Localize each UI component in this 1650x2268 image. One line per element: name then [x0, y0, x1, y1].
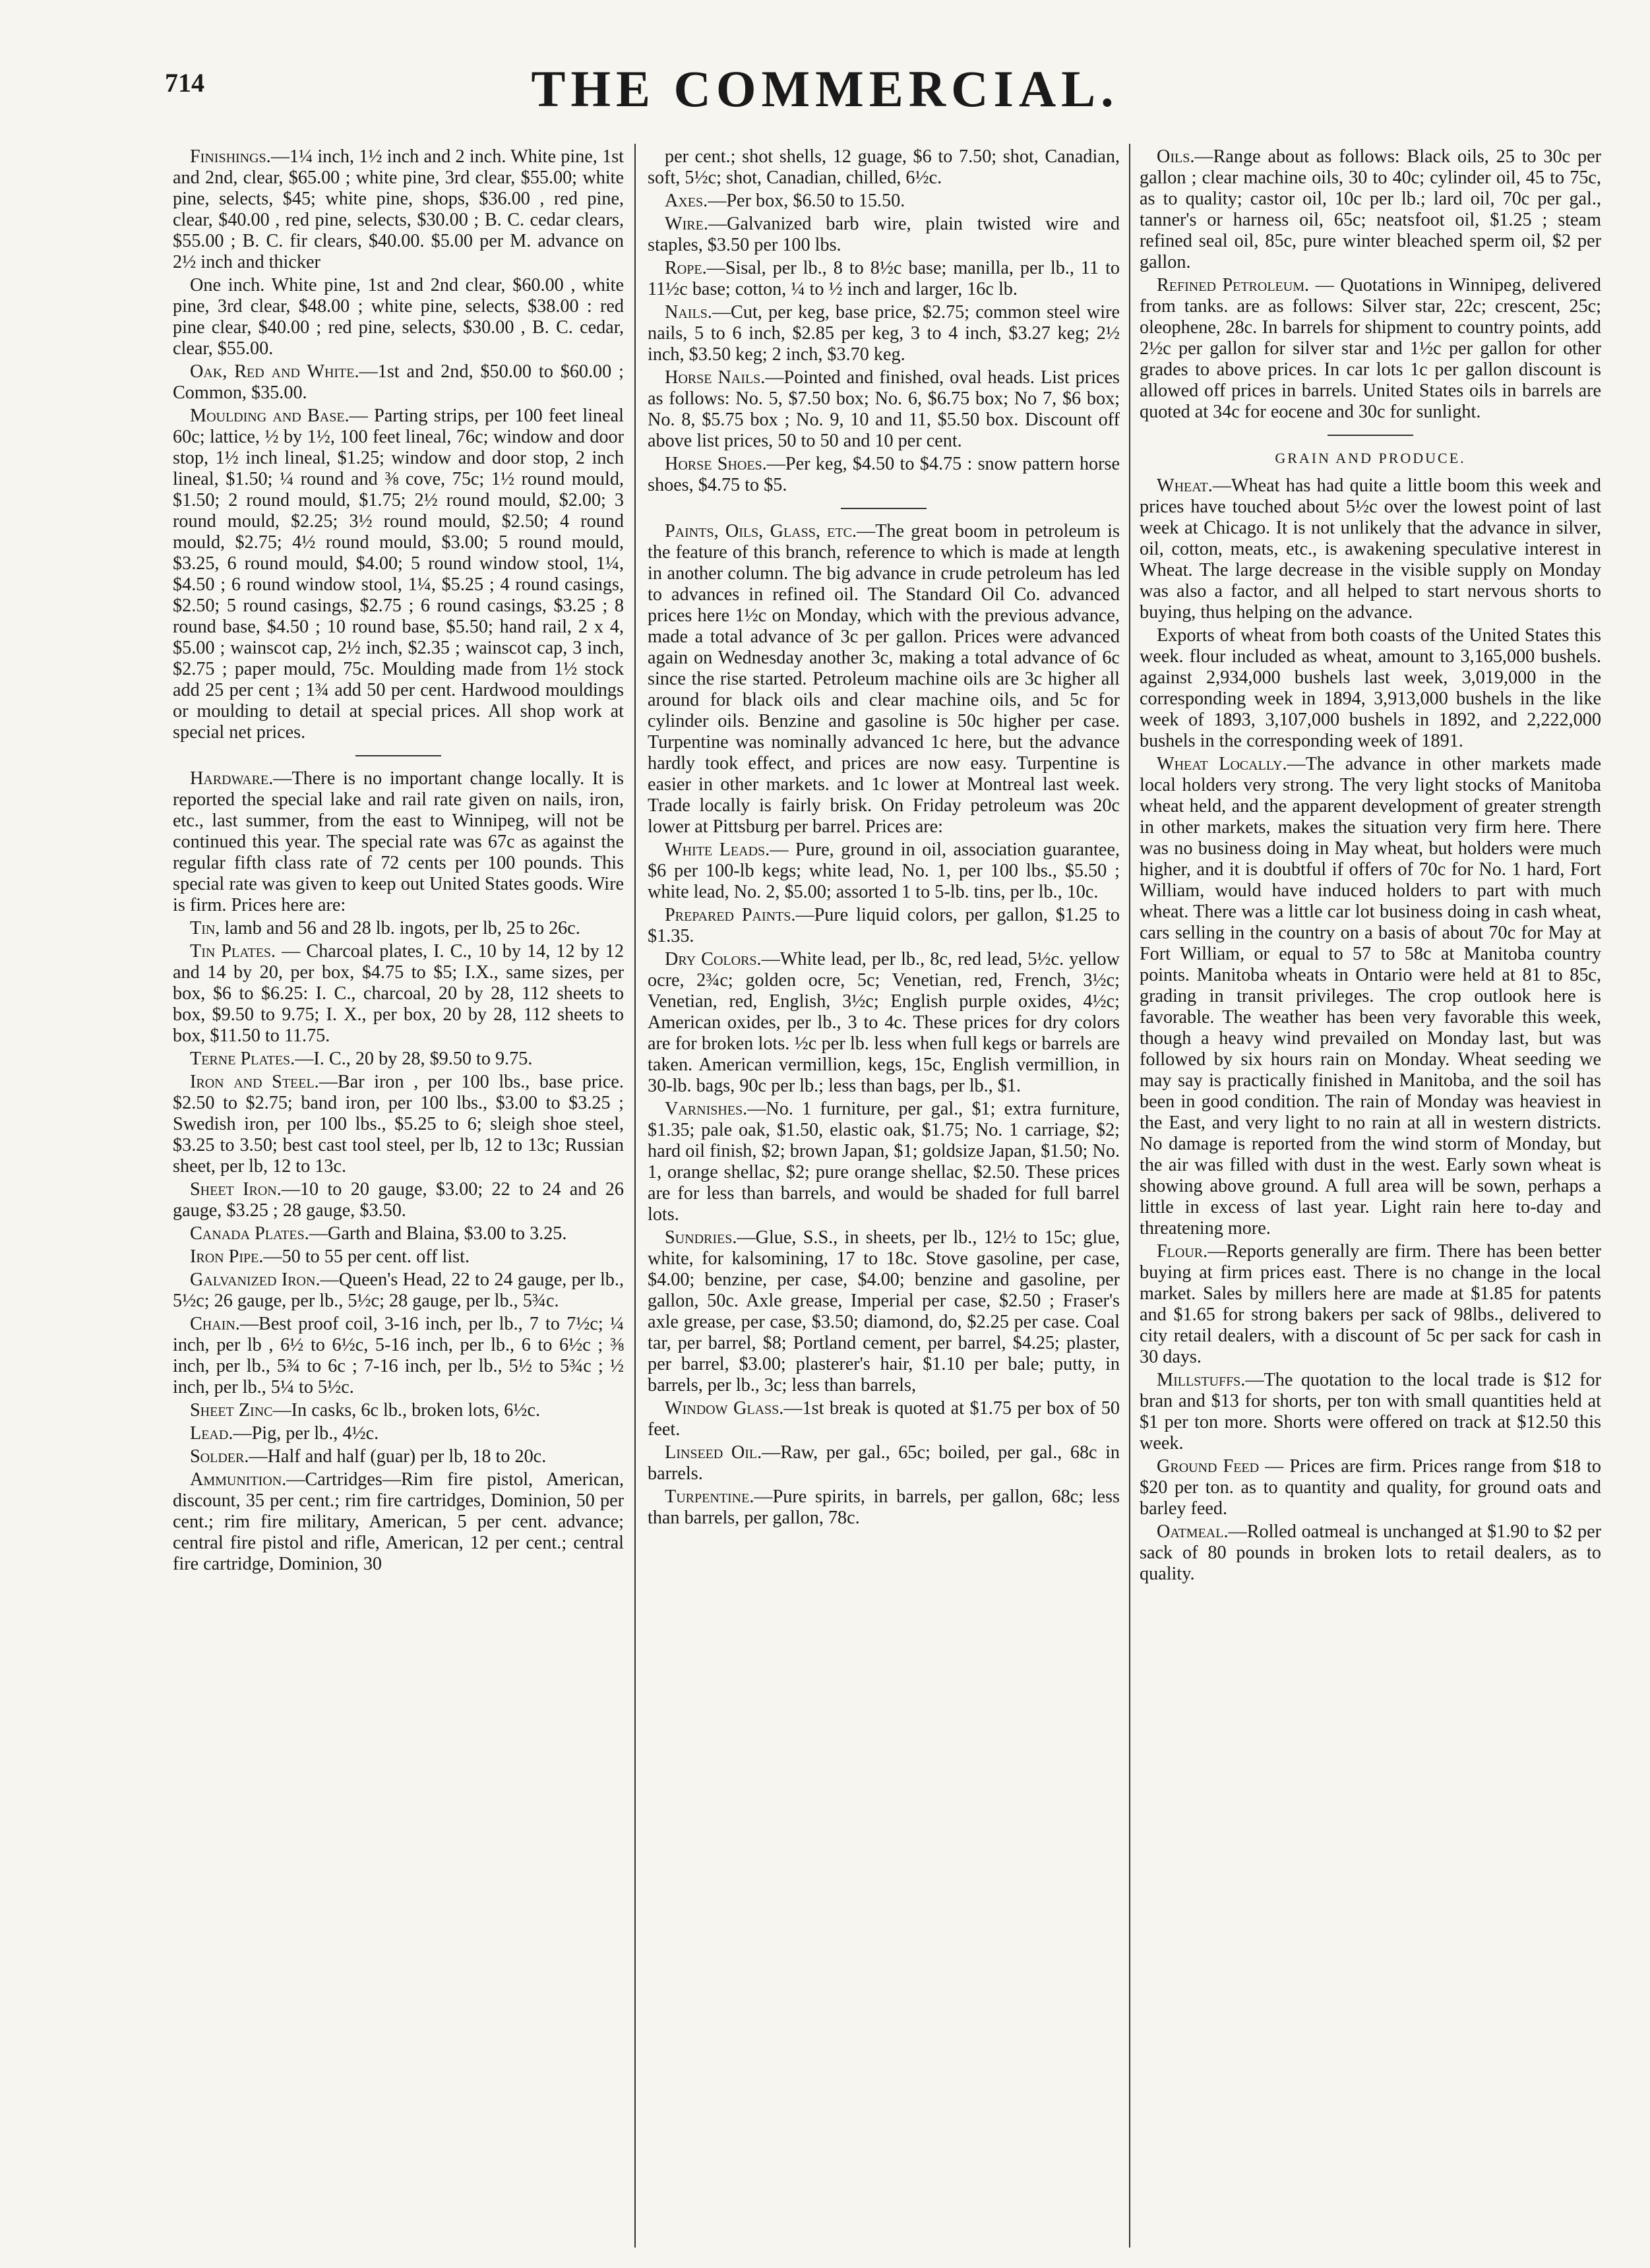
paragraph-text: Exports of wheat from both coasts of the United States this week. flour included as wheat, amount to 3,165,000 bushels. against 2,934,000 bushels last week, 3,019,000 in the corresponding week in 1894, 3,913,000 bushels in the like week of 1893, 3,107,000 bushels in 1892, and 2,222,000 bushels in the corresponding week of 1891.: [1140, 625, 1601, 751]
article-paragraph: [648, 367, 1120, 452]
section-heading: [1140, 448, 1601, 469]
column-rule: [634, 144, 636, 2248]
article-paragraph: [173, 1049, 624, 1070]
paragraph-text: —The advance in other markets made local holders very strong. The very light stocks of Manitoba wheat held, and the apparent development of greater strength in other markets, makes the situation very firm here. There was no business doing in May wheat, but holders were much higher, and it is doubtful if offers of 70c for No. 1 hard, Fort William, would have induced holders to part with much wheat. There was a little car lot business doing in cash wheat, cars selling in the country on a basis of about 70c for May at Fort William, or equal to 57 to 58c at Manitoba country points. Manitoba wheats in Ontario were held at 81 to 85c, grading in transit privileges. The crop outlook here is favorable. The weather has been very favorable this week, though a heavy wind prevailed on Monday last, but was followed by six hours rain on Monday. Wheat seeding we may say is practically finished in Manitoba, and the soil has been in good condition. The rain of Monday was heaviest in the East, and very light to no rain at all in western districts. No damage is reported from the wind storm of Monday, but the air was filled with dust in the west. Early sown wheat is showing above ground. A full area will be sown, perhaps a little in excess of last year. Light rain here to-day and threatening more.: [1140, 754, 1601, 1239]
paragraph-heading: Canada Plates.: [190, 1223, 309, 1244]
paragraph-text: — Prices are firm. Prices range from $18 to $20 per ton. as to quantity and quality, for ground oats and barley feed.: [1140, 1456, 1601, 1519]
paragraph-heading: Iron Pipe.: [190, 1246, 264, 1267]
section-divider: [355, 755, 441, 756]
paragraph-text: —1¼ inch, 1½ inch and 2 inch. White pine, 1st and 2nd, clear, $65.00 ; white pine, 3rd clear, $55.00; white pine, selects, $45; white pine, shops, $36.00 , red pine, clear, $40.00 , red pine, selects, $30.00 ; B. C. cedar clears, $55.00 ; B. C. fir clears, $40.00. $5.00 per M. advance on 2½ inch and thicker: [173, 146, 624, 272]
paragraph-text: —Sisal, per lb., 8 to 8½c base; manilla, per lb., 11 to 11½c base; cotton, ¼ to ½ inch and larger, 16c lb.: [648, 258, 1120, 299]
paragraph-heading: Sheet Zinc: [190, 1400, 273, 1421]
paragraph-heading: Oils.: [1157, 146, 1195, 167]
paragraph-text: —50 to 55 per cent. off list.: [263, 1246, 470, 1267]
paragraph-text: — Parting strips, per 100 feet lineal 60c; lattice, ½ by 1½, 100 feet lineal, 76c; window and door stop, 1½ inch lineal, $1.25; window and door stop, 2 inch lineal, $1.50; ¼ round and ⅜ cove, 75c; 1½ round mould, $1.50; 2 round mould, $1.75; 2½ round mould, $2.00; 3 round mould, $2.25; 3½ round mould, $2.50; 4 round mould, $2.75; 4½ round mould, $3.00; 5 round mould, $3.25, 6 round mould, $4.00; 5 round window stool, 1¼, $4.50 ; 6 round window stool, 1¼, $5.25 ; 4 round casings, $2.50; 5 round casings, $2.75 ; 6 round casings, $3.25 ; 8 round base, $4.50 ; 10 round base, $5.50; hand rail, 2 x 4, $5.00 ; wainscot cap, 2½ inch, $2.35 ; wainscot cap, 3 inch, $2.75 ; paper mould, 75c. Moulding made from 1½ stock add 25 per cent ; 1¾ add 50 per cent. Hardwood mouldings or moulding to detail at special prices. All shop work at special net prices.: [173, 406, 624, 743]
paragraph-heading: Oak, Red and White.: [190, 361, 359, 382]
paragraph-text: —Bar iron , per 100 lbs., base price. $2.50 to $2.75; band iron, per 100 lbs., $3.00 to $3.25 ; Swedish iron, per 100 lbs., $5.25 to 6; sleigh shoe steel, $3.25 to 3.50; best cast tool steel, per lb, 12 to 13c; Russian sheet, per lb, 12 to 13c.: [173, 1072, 624, 1177]
article-paragraph: [173, 1423, 624, 1444]
article-paragraph: [648, 949, 1120, 1097]
article-paragraph: [648, 1099, 1120, 1225]
paragraph-text: —Queen's Head, 22 to 24 gauge, per lb., 5½c; 26 gauge, per lb., 5½c; 28 gauge, per lb., 5¾c.: [173, 1270, 624, 1311]
paragraph-text: —White lead, per lb., 8c, red lead, 5½c. yellow ocre, 2¾c; golden ocre, 5c; Venetian, red, French, 3½c; Venetian, red, English, 3½c; English purple oxides, 4½c; American oxides, per lb., 3 to 4c. These prices for dry colors are for broken lots. ½c per lb. less when full kegs or barrels are taken. American vermillion, kegs, 15c, English vermillion, in 30-lb. bags, 90c per lb.; less than bags, per lb., $1.: [648, 949, 1120, 1096]
article-paragraph: [1140, 275, 1601, 423]
paragraph-heading: Varnishes.: [665, 1099, 748, 1119]
paragraph-heading: Sheet Iron.: [190, 1179, 282, 1200]
article-paragraph: [648, 258, 1120, 300]
paragraph-heading: Iron and Steel.: [190, 1072, 319, 1092]
paragraph-text: —Reports generally are firm. There has been better buying at firm prices east. There is no change in the local market. Sales by millers here are made at $1.85 for patents and $1.65 for strong bakers per sack of 98lbs., delivered to city retail dealers, with a discount of 5c per sack for cash in 30 days.: [1140, 1241, 1601, 1367]
paragraph-heading: Prepared Paints.: [665, 905, 796, 925]
paragraph-heading: Ammunition.: [190, 1469, 287, 1490]
paragraph-text: —The great boom in petroleum is the feature of this branch, reference to which is made at length in another column. The big advance in crude petroleum has led to advances in refined oil. The Standard Oil Co. advanced prices here 1½c on Monday, which with the previous advance, made a total advance of 3c per gallon. Prices were advanced again on Wednesday another 3c, making a total advance of 6c since the rise started. Petroleum machine oils are 3c higher all around for black oils and clear machine oils, and 5c for cylinder oils. Benzine and gasoline is 50c higher per case. Turpentine was nominally advanced 1c here, but the advance hardly took effect, and prices are now easy. Turpentine is easier in other markets. and 1c lower at Montreal last week. Trade locally is fairly brisk. On Friday petroleum was 20c lower at Pittsburg per barrel. Prices are:: [648, 521, 1120, 837]
section-divider: [1328, 435, 1413, 436]
paragraph-text: — Charcoal plates, I. C., 10 by 14, 12 by 12 and 14 by 20, per box, $4.75 to $5; I.X., same sizes, per box, $6 to $6.25: I. C., charcoal, 20 by 28, 112 sheets to box, $9.50 to 9.75; I. X., per box, 20 by 28, 112 sheets to box, $11.50 to 11.75.: [173, 941, 624, 1046]
article-paragraph: [648, 521, 1120, 838]
paragraph-text: —Pig, per lb., 4½c.: [233, 1423, 379, 1444]
paragraph-text: —Glue, S.S., in sheets, per lb., 12½ to 15c; glue, white, for kalsomining, 17 to 18c. Stove gasoline, per case, $4.00; benzine, per case, $4.00; benzine and gasoline, per gallon, 50c. Axle grease, Imperial per case, $2.50 ; Fraser's axle grease, per case, $3.50; diamond, do, $2.25 per case. Coal tar, per barrel, $8; Portland cement, per barrel, $4.25; plaster, per barrel, $3.00; plasterer's hair, $1.10 per bale; putty, in barrels, per lb., 3c; less than barrels,: [648, 1227, 1120, 1395]
article-paragraph: [1140, 754, 1601, 1239]
article-paragraph: [648, 905, 1120, 947]
paragraph-heading: Wire.: [665, 214, 708, 234]
paragraph-text: —Pure liquid colors, per gallon, $1.25 to $1.35.: [648, 905, 1120, 946]
column-right: [1140, 146, 1601, 2244]
paragraph-heading: White Leads.: [665, 840, 770, 860]
paragraph-text: lamb and 56 and 28 lb. ingots, per lb, 25 to 26c.: [220, 918, 580, 938]
paragraph-text: — Pure, ground in oil, association guarantee, $6 per 100-lb kegs; white lead, No. 1, per 100 lbs., $5.50 ; white lead, No. 2, $5.00; assorted 1 to 5-lb. tins, per lb., 10c.: [648, 840, 1120, 902]
article-paragraph: [173, 406, 624, 743]
article-paragraph: [648, 1442, 1120, 1485]
paragraph-heading: Sundries.: [665, 1227, 737, 1248]
article-paragraph: [1140, 1521, 1601, 1585]
article-paragraph: [173, 275, 624, 359]
article-paragraph: [648, 1486, 1120, 1529]
paragraph-heading: Window Glass.: [665, 1398, 784, 1419]
paragraph-text: —Pointed and finished, oval heads. List prices as follows: No. 5, $7.50 box; No. 6, $6.75 box; No 7, $6 box; No. 8, $5.75 box ; No. 9, 10 and 11, $5.50 box. Discount off above list prices, 50 to 50 and 10 per cent.: [648, 367, 1120, 451]
paragraph-text: —Per box, $6.50 to 15.50.: [708, 191, 905, 211]
article-paragraph: [173, 1446, 624, 1467]
paragraph-heading: Rope.: [665, 258, 707, 278]
column-rule: [1129, 144, 1130, 2248]
article-paragraph: [648, 302, 1120, 365]
paragraph-heading: Flour.: [1157, 1241, 1208, 1262]
paragraph-heading: Wheat.: [1157, 475, 1213, 496]
paragraph-heading: Axes.: [665, 191, 708, 211]
article-paragraph: [1140, 1241, 1601, 1368]
article-paragraph: [1140, 625, 1601, 752]
article-paragraph: [173, 146, 624, 273]
paragraph-heading: Horse Nails.: [665, 367, 766, 388]
paragraph-heading: Moulding and Base.: [190, 406, 350, 426]
paragraph-heading: Turpentine.: [665, 1486, 754, 1507]
article-paragraph: [1140, 146, 1601, 273]
article-paragraph: [173, 1270, 624, 1312]
article-paragraph: [648, 840, 1120, 903]
page-number: 714: [165, 68, 204, 98]
paragraph-text: —Best proof coil, 3-16 inch, per lb., 7 to 7½c; ¼ inch, per lb , 6½ to 6½c, 5-16 inch, per lb., 6 to 6½c ; ⅜ inch, per lb., 5¾ to 6c ; 7-16 inch, per lb., 5½ to 5¾c ; ½ inch, per lb., 5¼ to 5½c.: [173, 1314, 624, 1397]
article-paragraph: [173, 1314, 624, 1398]
paragraph-text: — Quotations in Winnipeg, delivered from tanks. are as follows: Silver star, 22c; crescent, 25c; oleophene, 28c. In barrels for shipment to country points, add 2½c per gallon for silver star and 1½c per gallon for other grades to above prices. In car lots 1c per gallon discount is allowed off prices in barrels. United States oils in barrels are quoted at 34c for eocene and 30c for sunlight.: [1140, 275, 1601, 422]
paragraph-heading: Hardware.: [190, 768, 274, 789]
article-paragraph: [173, 941, 624, 1047]
article-paragraph: [173, 1072, 624, 1177]
paragraph-text: —Galvanized barb wire, plain twisted wire and staples, $3.50 per 100 lbs.: [648, 214, 1120, 255]
paragraph-text: —No. 1 furniture, per gal., $1; extra furniture, $1.35; pale oak, $1.50, elastic oak, $1.75; No. 1 carriage, $2; hard oil finish, $2; brown Japan, $1; goldsize Japan, $1.50; No. 1, orange shellac, $2; pure orange shellac, $2.50. These prices are for less than barrels, and would be shaded for full barrel lots.: [648, 1099, 1120, 1225]
paragraph-text: —Cartridges—Rim fire pistol, American, discount, 35 per cent.; rim fire cartridges, Dominion, 50 per cent.; rim fire military, American, 5 per cent. advance; central fire pistol and rifle, American, 12 per cent.; central fire cartridge, Dominion, 30: [173, 1469, 624, 1574]
paragraph-heading: Finishings.: [190, 146, 271, 167]
paragraph-heading: Solder.: [190, 1446, 249, 1467]
paragraph-text: —Wheat has had quite a little boom this week and prices have touched about 5½c over the lowest point of last week at Chicago. It is not unlikely that the advance in silver, oil, cotton, meats, etc., is awakening speculative interest in Wheat. The large decrease in the visible supply on Monday was also a factor, and all helped to start nervous shorts to buying, thus helping on the advance.: [1140, 475, 1601, 623]
paragraph-text: —Cut, per keg, base price, $2.75; common steel wire nails, 5 to 6 inch, $2.85 per keg, 3 to 4 inch, $3.27 keg; 2½ inch, $3.50 keg; 2 inch, $3.70 keg.: [648, 302, 1120, 365]
column-middle: [648, 146, 1120, 2244]
article-paragraph: [1140, 475, 1601, 623]
paragraph-text: —In casks, 6c lb., broken lots, 6½c.: [272, 1400, 540, 1421]
paragraph-text: —10 to 20 gauge, $3.00; 22 to 24 and 26 gauge, $3.25 ; 28 gauge, $3.50.: [173, 1179, 624, 1221]
paragraph-text: —The quotation to the local trade is $12 for bran and $13 for shorts, per ton with small quantities held at $1 per ton more. Shorts were offered on track at $12.50 this week.: [1140, 1370, 1601, 1454]
article-paragraph: [648, 214, 1120, 256]
article-paragraph: [1140, 1370, 1601, 1454]
article-paragraph: [173, 1400, 624, 1421]
paragraph-text: —There is no important change locally. It is reported the special lake and rail rate given on nails, iron, etc., last summer, from the east to Winnipeg, will not be continued this year. The special rate was 67c as against the regular fifth class rate of 72 cents per 100 pounds. This special rate was given to keep out United States goods. Wire is firm. Prices here are:: [173, 768, 624, 915]
article-paragraph: [648, 146, 1120, 189]
article-paragraph: [173, 768, 624, 916]
paragraph-heading: Linseed Oil.: [665, 1442, 762, 1463]
article-paragraph: [173, 1246, 624, 1268]
paragraph-text: —Raw, per gal., 65c; boiled, per gal., 68c in barrels.: [648, 1442, 1120, 1484]
paragraph-heading: Lead.: [190, 1423, 233, 1444]
paragraph-heading: Horse Shoes.: [665, 454, 767, 474]
article-paragraph: [648, 191, 1120, 212]
paragraph-heading: Paints, Oils, Glass, etc.: [665, 521, 857, 541]
paragraph-heading: Tin Plates.: [190, 941, 276, 962]
paragraph-text: One inch. White pine, 1st and 2nd clear, $60.00 , white pine, 3rd clear, $48.00 ; white pine, selects, $38.00 : red pine clear, $40.00 ; red pine, selects, $30.00 , B. C. cedar, clear, $55.00.: [173, 275, 624, 359]
paragraph-heading: Galvanized Iron.: [190, 1270, 321, 1290]
paragraph-heading: Ground Feed: [1157, 1456, 1260, 1477]
paragraph-heading: Nails.: [665, 302, 712, 322]
paragraph-heading: Wheat Locally.: [1157, 754, 1287, 774]
paragraph-text: —Rolled oatmeal is unchanged at $1.90 to $2 per sack of 80 pounds in broken lots to retail dealers, as to quality.: [1140, 1521, 1601, 1584]
section-heading-text: GRAIN AND PRODUCE.: [1275, 450, 1466, 466]
paragraph-heading: Tin,: [190, 918, 220, 938]
paragraph-heading: Terne Plates.: [190, 1049, 295, 1069]
article-paragraph: [648, 1398, 1120, 1440]
paragraph-text: —Range about as follows: Black oils, 25 to 30c per gallon ; clear machine oils, 30 to 40c; cylinder oil, 45 to 75c, as to quality; castor oil, 10c per lb.; lard oil, 70c per gal., tanner's or harness oil, 65c; neatsfoot oil, $1.25 ; steam refined seal oil, 85c, pure winter bleached sperm oil, $2 per gallon.: [1140, 146, 1601, 272]
paragraph-heading: Dry Colors.: [665, 949, 762, 969]
column-left: [173, 146, 624, 2244]
paragraph-text: —1st and 2nd, $50.00 to $60.00 ; Common, $35.00.: [173, 361, 624, 403]
paragraph-text: per cent.; shot shells, 12 guage, $6 to 7.50; shot, Canadian, soft, 5½c; shot, Canadian, chilled, 6½c.: [648, 146, 1120, 188]
article-paragraph: [173, 361, 624, 404]
paragraph-text: —I. C., 20 by 28, $9.50 to 9.75.: [295, 1049, 533, 1069]
paragraph-heading: Oatmeal.: [1157, 1521, 1229, 1542]
article-paragraph: [648, 454, 1120, 496]
paragraph-text: —Garth and Blaina, $3.00 to 3.25.: [309, 1223, 567, 1244]
paragraph-text: —Pure spirits, in barrels, per gallon, 68c; less than barrels, per gallon, 78c.: [648, 1486, 1120, 1528]
article-paragraph: [173, 918, 624, 939]
article-paragraph: [173, 1179, 624, 1221]
paragraph-text: —Half and half (guar) per lb, 18 to 20c.: [249, 1446, 547, 1467]
article-paragraph: [648, 1227, 1120, 1396]
paragraph-heading: Millstuffs.: [1157, 1370, 1246, 1390]
article-paragraph: [1140, 1456, 1601, 1519]
article-paragraph: [173, 1469, 624, 1575]
paragraph-heading: Chain.: [190, 1314, 240, 1334]
paragraph-heading: Refined Petroleum.: [1157, 275, 1310, 295]
paragraph-text: —1st break is quoted at $1.75 per box of 50 feet.: [648, 1398, 1120, 1440]
article-paragraph: [173, 1223, 624, 1244]
paragraph-text: —Per keg, $4.50 to $4.75 : snow pattern horse shoes, $4.75 to $5.: [648, 454, 1120, 495]
masthead-title: THE COMMERCIAL.: [531, 60, 1119, 117]
section-divider: [841, 508, 927, 509]
